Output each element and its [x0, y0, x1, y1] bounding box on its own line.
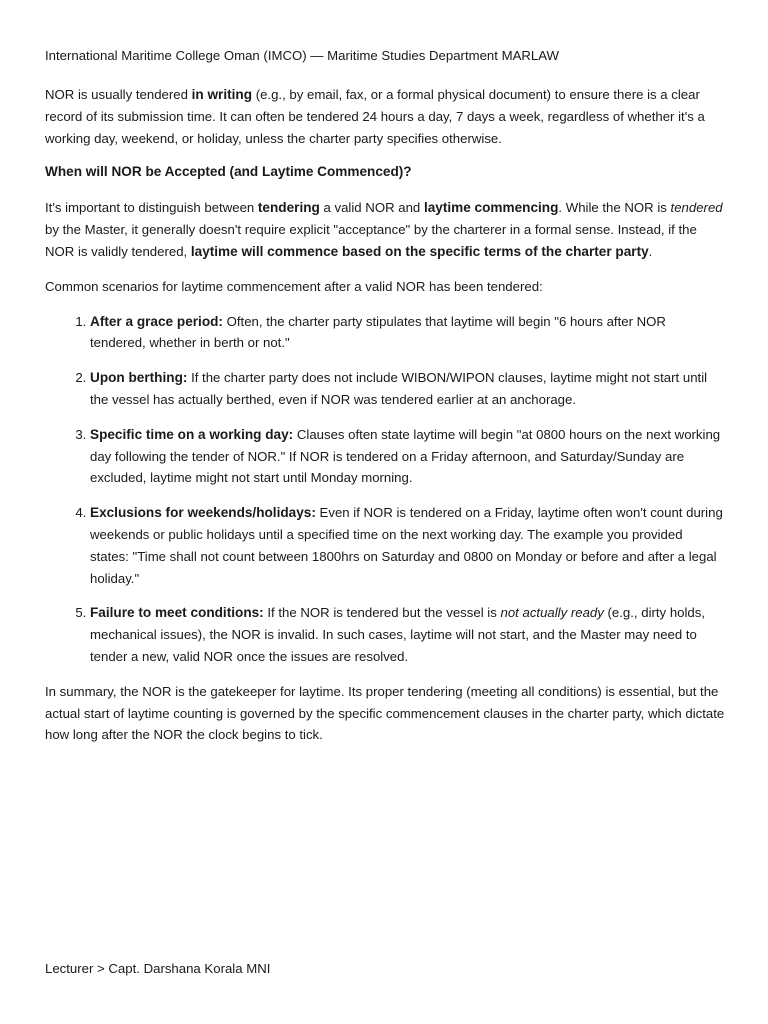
list-item — [90, 502, 725, 589]
distinguish-bold-1: tendering — [257, 200, 320, 216]
scenario-text: Even if NOR is tendered on a Friday, laytime often won't count during weekends or public holidays until a specified time on the next working day. The example you provided states: "Time shall not count between 1800hrs on Saturday and 0800 on Monday or before and after a legal holiday." — [90, 505, 723, 586]
distinguish-text-1: It's important to distinguish between — [45, 200, 258, 216]
scenario-text: Often, the charter party stipulates that laytime will begin "6 hours after NOR tendered, whether in berth or not." — [90, 313, 666, 351]
distinguish-paragraph — [45, 197, 725, 262]
scenarios-intro: Common scenarios for laytime commencement after a valid NOR has been tendered: — [45, 278, 543, 294]
list-item — [90, 311, 725, 355]
distinguish-text-3: . While the NOR is — [558, 200, 671, 216]
scenario-title: After a grace period: — [90, 313, 223, 329]
intro-paragraph — [45, 84, 725, 149]
intro-text-start: NOR is usually tendered — [45, 87, 192, 102]
scenario-italic: not actually ready — [500, 605, 604, 621]
scenario-text: (e.g., dirty holds, mechanical issues), the NOR is invalid. In such cases, laytime will not start, and the Master may need to tender a new, valid NOR once the issues are resolved. — [90, 605, 706, 664]
document-body — [45, 84, 725, 759]
scenario-title: Exclusions for weekends/holidays: — [90, 505, 316, 521]
distinguish-text-5: . — [648, 243, 653, 259]
scenario-text: If the charter party does not include WIBON/WIPON clauses, laytime might not start until the vessel has actually berthed, even if NOR was tendered earlier at an anchorage. — [90, 370, 708, 407]
section-heading: When will NOR be Accepted (and Laytime Commenced)? — [45, 164, 412, 180]
distinguish-text-4: by the Master, it generally doesn't require explicit "acceptance" by the charterer in a formal sense. Instead, if the NOR is validly tendered, — [45, 222, 697, 259]
scenario-title: Upon berthing: — [90, 370, 188, 386]
distinguish-italic-1: tendered — [670, 200, 723, 216]
page-footer: Lecturer > Capt. Darshana Korala MNI — [45, 961, 271, 976]
list-item — [90, 602, 725, 667]
distinguish-bold-2: laytime commencing — [423, 200, 559, 216]
list-item — [90, 367, 725, 411]
scenario-title: Specific time on a working day: — [90, 426, 294, 442]
scenario-text: If the NOR is tendered but the vessel is — [263, 605, 501, 621]
summary-paragraph: In summary, the NOR is the gatekeeper for laytime. Its proper tendering (meeting all conditions) is essential, but the actual start of laytime counting is governed by the specific commencement clauses in the charter party, which dictate how long after the NOR the clock begins to tick. — [45, 683, 725, 743]
scenario-text: Clauses often state laytime will begin "at 0800 hours on the next working day following the tender of NOR." If NOR is tendered on a Friday afternoon, and Saturday/Sunday are excluded, laytime might not start until Monday morning. — [90, 426, 721, 486]
scenario-list — [45, 311, 725, 668]
distinguish-text-2: a valid NOR and — [319, 200, 424, 216]
list-item — [90, 424, 725, 489]
distinguish-bold-3: laytime will commence based on the specific terms of the charter party — [190, 243, 649, 259]
intro-text-end: (e.g., by email, fax, or a formal physical document) to ensure there is a clear record of its submission time. It can often be tendered 24 hours a day, 7 days a week, regardless of whether it's a working day, weekend, or holiday, unless the charter party specifies otherwise. — [45, 87, 705, 146]
page-header: International Maritime College Oman (IMCO) — Maritime Studies Department MARLAW — [45, 48, 559, 63]
intro-bold-phrase: in writing — [191, 87, 253, 102]
scenario-title: Failure to meet conditions: — [90, 605, 264, 621]
